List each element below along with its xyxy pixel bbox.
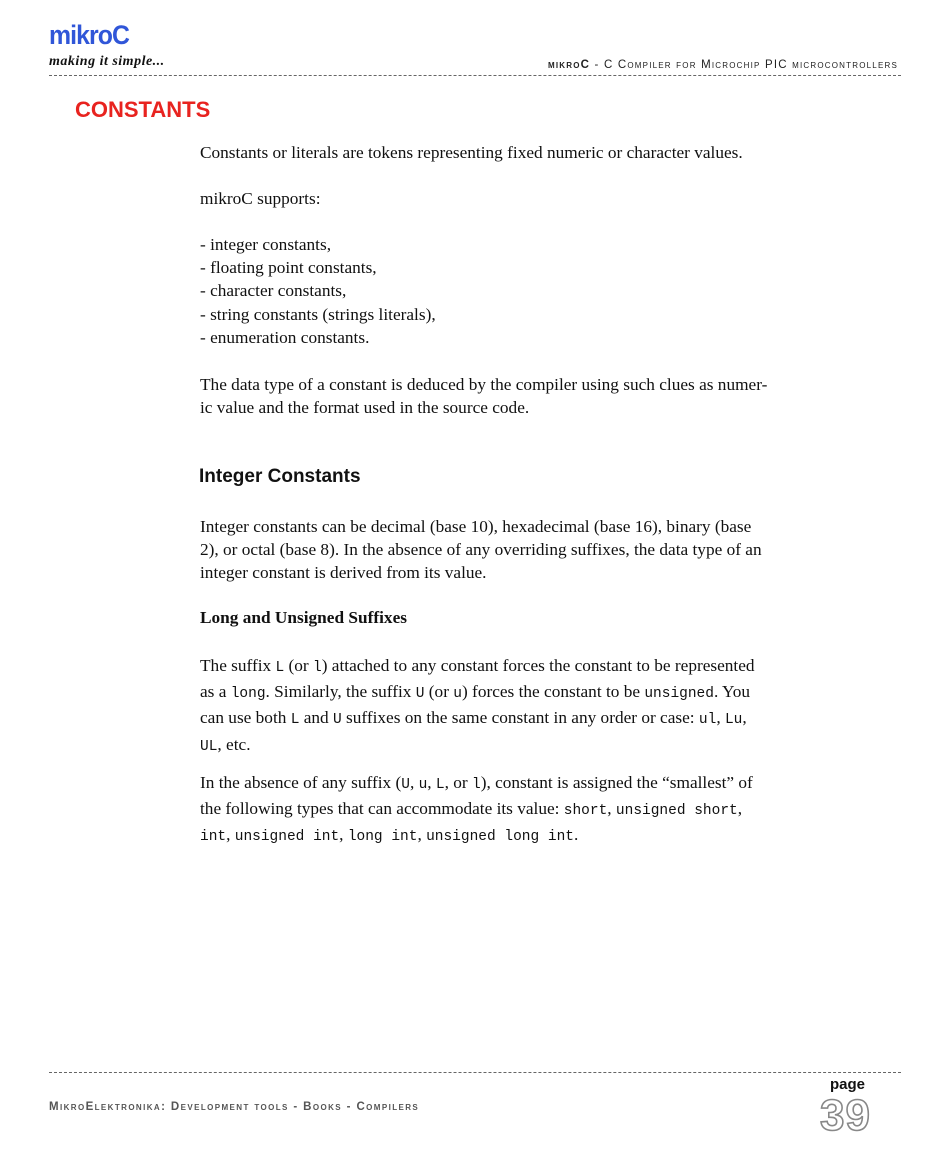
footer-divider <box>49 1072 901 1073</box>
code-inline: short <box>563 803 608 820</box>
paragraph-line: The suffix L (or l) attached to any constant forces the constant to be represented <box>200 656 755 676</box>
code-inline: long int <box>347 829 418 846</box>
paragraph-line: int, unsigned int, long int, unsigned long int. <box>200 825 579 846</box>
paragraph-line: 2), or octal (base 8). In the absence of any overriding suffixes, the data type of an <box>200 540 762 560</box>
page-number: 39 <box>820 1091 871 1140</box>
list-item: - floating point constants, <box>200 258 377 278</box>
code-inline: U <box>333 712 342 729</box>
header-title <box>548 59 898 71</box>
code-inline: unsigned int <box>234 829 340 846</box>
tagline: making it simple... <box>49 54 165 69</box>
list-item: - enumeration constants. <box>200 327 370 347</box>
code-inline: unsigned long int <box>426 829 575 846</box>
footer-title: MikroElektronika: Development tools - Books - Compilers <box>49 1101 420 1113</box>
code-inline: L <box>290 712 300 729</box>
code-inline: U <box>401 777 410 793</box>
code-inline: int <box>200 829 227 846</box>
integer-paragraph <box>200 515 850 585</box>
paragraph-line: can use both L and U suffixes on the same constant in any order or case: ul, Lu, <box>200 708 747 729</box>
code-inline: u <box>418 777 428 793</box>
mikroc-logo: mikroC <box>49 20 130 50</box>
code-inline: l <box>471 777 481 793</box>
paragraph-line: Integer constants can be decimal (base 10), hexadecimal (base 16), binary (base <box>200 517 752 536</box>
intro-paragraph <box>200 141 850 164</box>
constants-list <box>200 233 850 349</box>
code-inline: ul <box>698 712 717 729</box>
code-inline: u <box>453 686 462 703</box>
code-inline: l <box>313 660 322 676</box>
supports-label <box>200 187 850 210</box>
code-inline: unsigned <box>644 686 714 703</box>
header-brand: mikroC <box>547 59 591 71</box>
paragraph-line: as a long. Similarly, the suffix U (or u) forces the constant to be unsigned. You <box>200 682 750 703</box>
intro-text: Constants or literals are tokens representing fixed numeric or character values. <box>200 143 743 162</box>
page-label: page <box>830 1076 866 1093</box>
paragraph-line: UL, etc. <box>200 734 251 755</box>
paragraph-line: In the absence of any suffix (U, u, L, or l), constant is assigned the “smallest” of <box>200 773 753 793</box>
suffixes-heading: Long and Unsigned Suffixes <box>200 608 407 627</box>
code-inline: L <box>275 660 285 676</box>
code-inline: unsigned short <box>615 803 738 820</box>
list-item: - string constants (strings literals), <box>200 304 436 324</box>
supports-text: mikroC supports: <box>200 189 321 208</box>
suffixes-paragraph <box>200 654 850 759</box>
paragraph-line: The data type of a constant is deduced by the compiler using such clues as numer- <box>200 375 768 394</box>
paragraph-line: the following types that can accommodate its value: short, unsigned short, <box>200 799 743 820</box>
section-title: CONSTANTS <box>75 97 211 122</box>
list-item: - character constants, <box>200 281 347 301</box>
list-item: - integer constants, <box>200 235 332 254</box>
code-inline: Lu <box>724 712 743 729</box>
paragraph-line: integer constant is derived from its value. <box>200 563 487 583</box>
code-inline: long <box>230 686 266 703</box>
paragraph-line: ic value and the format used in the source code. <box>200 398 530 418</box>
data-type-paragraph <box>200 373 850 419</box>
header-title-rest: - C Compiler for Microchip PIC microcontrollers <box>590 59 898 71</box>
header-divider <box>49 75 901 76</box>
code-inline: U <box>415 686 425 703</box>
code-inline: L <box>435 777 445 793</box>
code-inline: UL <box>200 738 218 755</box>
smallest-type-paragraph <box>200 771 850 850</box>
integer-constants-heading: Integer Constants <box>199 466 361 487</box>
